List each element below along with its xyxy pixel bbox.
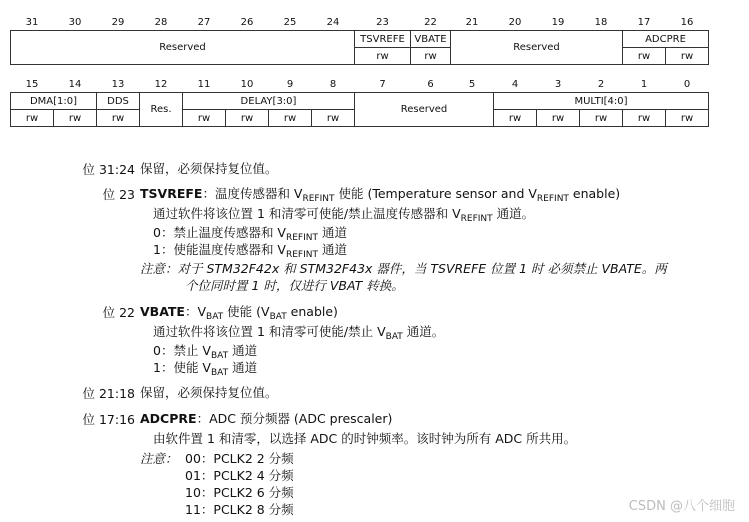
field-adcpre: ADCPRE <box>623 31 709 48</box>
bit-label: 位 23 <box>102 187 135 202</box>
field-res: Res. <box>140 93 183 127</box>
field-dds: DDS <box>97 93 140 110</box>
field-name: TSVREFE <box>140 186 203 201</box>
bit-number: 20 <box>508 16 522 28</box>
field-description: 保留，必须保持复位值。 <box>140 385 278 400</box>
bit-number: 2 <box>597 78 605 90</box>
bit-number: 15 <box>25 78 39 90</box>
access-rw: rw <box>537 110 580 127</box>
access-rw: rw <box>312 110 355 127</box>
bit-number: 10 <box>240 78 254 90</box>
bit-number: 8 <box>329 78 337 90</box>
bit-number: 7 <box>379 78 386 90</box>
field-description: 保留，必须保持复位值。 <box>140 161 278 176</box>
bit-number: 12 <box>154 78 168 90</box>
bit-number: 30 <box>68 16 82 28</box>
option-line: 11：PCLK2 8 分频 <box>185 502 294 517</box>
reserved-field: Reserved <box>355 93 494 127</box>
bit-number: 3 <box>554 78 562 90</box>
register-upper <box>10 14 709 65</box>
watermark: CSDN @八个细胞 <box>628 499 735 514</box>
bit-number: 11 <box>197 78 211 90</box>
option-line: 0：禁止温度传感器和 $V_{REFINT}$ 通道 <box>153 225 347 243</box>
bit-label: 位 17:16 <box>82 412 135 427</box>
bit-number: 23 <box>376 16 389 28</box>
bit-label: 位 21:18 <box>82 386 135 401</box>
access-rw: rw <box>54 110 97 127</box>
access-rw: rw <box>11 110 54 127</box>
bit-label: 位 31:24 <box>82 162 135 177</box>
access-rw: rw <box>494 110 537 127</box>
field-tsvrefe: TSVREFE <box>355 31 411 48</box>
bit-number: 0 <box>683 78 691 90</box>
bit-number: 16 <box>680 16 694 28</box>
field-description: 通过软件将该位置 1 和清零可使能/禁止 $V_{BAT}$ 通道。 <box>153 324 445 342</box>
access-rw: rw <box>411 48 451 65</box>
field-title: TSVREFE：温度传感器和 $V_{REFINT}$ 使能 (Temperature sensor and $V_{REFINT}$ enable) <box>140 186 621 204</box>
access-rw: rw <box>226 110 269 127</box>
field-description: 由软件置 1 和清零，以选择 ADC 的时钟频率。该时钟为所有 ADC 所共用。 <box>153 431 577 446</box>
option-line: 00：PCLK2 2 分频 <box>185 451 294 466</box>
bit-number: 28 <box>154 16 168 28</box>
access-rw: rw <box>623 110 666 127</box>
option-line: 10：PCLK2 6 分频 <box>185 485 294 500</box>
access-rw: rw <box>269 110 312 127</box>
bit-number: 22 <box>424 16 437 28</box>
access-rw: rw <box>580 110 623 127</box>
bit-number: 25 <box>283 16 297 28</box>
register-lower <box>10 76 709 127</box>
bit-number: 1 <box>640 78 648 90</box>
bit-number: 24 <box>326 16 340 28</box>
field-title: VBATE：$V_{BAT}$ 使能 ($V_{BAT}$ enable) <box>140 304 338 322</box>
bit-number: 4 <box>511 78 519 90</box>
bit-label: 位 22 <box>102 305 135 320</box>
option-line: 0：禁止 $V_{BAT}$ 通道 <box>153 343 258 361</box>
bit-number: 19 <box>551 16 565 28</box>
field-multi: MULTI[4:0] <box>494 93 709 110</box>
access-rw: rw <box>666 110 709 127</box>
access-rw: rw <box>97 110 140 127</box>
bit-number: 18 <box>594 16 608 28</box>
field-name: VBATE <box>140 304 185 319</box>
field-dma: DMA[1:0] <box>11 93 97 110</box>
option-line: 1：使能 $V_{BAT}$ 通道 <box>153 360 258 378</box>
field-delay: DELAY[3:0] <box>183 93 355 110</box>
field-title: ADCPRE：ADC 预分频器 (ADC prescaler) <box>140 411 393 426</box>
option-line: 01：PCLK2 4 分频 <box>185 468 294 483</box>
bit-number: 31 <box>25 16 39 28</box>
bit-number: 5 <box>468 78 476 90</box>
bit-number: 17 <box>637 16 651 28</box>
reserved-field: Reserved <box>11 31 355 65</box>
access-rw: rw <box>355 48 411 65</box>
bit-number: 14 <box>68 78 82 90</box>
option-line: 1：使能温度传感器和 $V_{REFINT}$ 通道 <box>153 242 347 260</box>
note-label: 注意： <box>140 451 178 466</box>
reserved-field: Reserved <box>451 31 623 65</box>
bit-number: 13 <box>111 78 125 90</box>
access-rw: rw <box>183 110 226 127</box>
bit-number: 6 <box>427 78 434 90</box>
access-rw: rw <box>623 48 666 65</box>
note-line: 个位同时置 1 时，仅进行 VBAT 转换。 <box>185 278 404 293</box>
bit-number: 27 <box>197 16 211 28</box>
note-line: 注意：对于 STM32F42x 和 STM32F43x 器件，当 TSVREFE 位置 1 时 必须禁止 VBATE。两 <box>140 261 667 276</box>
bit-number: 29 <box>111 16 125 28</box>
bit-number: 9 <box>286 78 294 90</box>
access-rw: rw <box>666 48 709 65</box>
field-vbate: VBATE <box>411 31 451 48</box>
field-description: 通过软件将该位置 1 和清零可使能/禁止温度传感器和 $V_{REFINT}$ 通道。 <box>153 206 535 224</box>
field-name: ADCPRE <box>140 411 197 426</box>
bit-number: 26 <box>240 16 254 28</box>
bit-number: 21 <box>465 16 479 28</box>
